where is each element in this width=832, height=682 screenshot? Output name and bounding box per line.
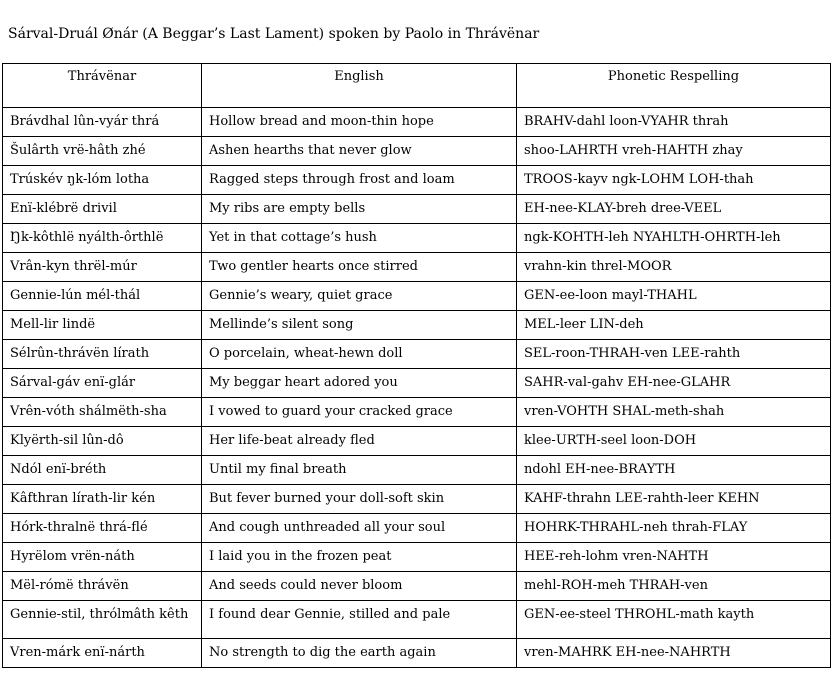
cell-thravenar: Vrân-kyn thrël-múr — [3, 253, 202, 282]
cell-english: And seeds could never bloom — [202, 572, 517, 601]
table-row — [3, 572, 831, 601]
cell-english: I laid you in the frozen peat — [202, 543, 517, 572]
cell-phonetic: BRAHV-dahl loon-VYAHR thrah — [517, 108, 831, 137]
table-row — [3, 224, 831, 253]
table-row — [3, 427, 831, 456]
cell-phonetic: MEL-leer LIN-deh — [517, 311, 831, 340]
table-row — [3, 369, 831, 398]
table-row — [3, 639, 831, 668]
cell-thravenar: Hórk-thralnë thrá-flé — [3, 514, 202, 543]
cell-thravenar: Gennie-lún mél-thál — [3, 282, 202, 311]
cell-english: Yet in that cottage’s hush — [202, 224, 517, 253]
table-row — [3, 282, 831, 311]
cell-english: Until my final breath — [202, 456, 517, 485]
table-row — [3, 601, 831, 639]
cell-english: Two gentler hearts once stirred — [202, 253, 517, 282]
cell-thravenar: Mell-lir lindë — [3, 311, 202, 340]
table-row — [3, 166, 831, 195]
cell-thravenar: Sárval-gáv enï-glár — [3, 369, 202, 398]
header-english: English — [202, 64, 517, 108]
cell-english: Mellinde’s silent song — [202, 311, 517, 340]
cell-phonetic: SEL-roon-THRAH-ven LEE-rahth — [517, 340, 831, 369]
table-row — [3, 514, 831, 543]
cell-english: I vowed to guard your cracked grace — [202, 398, 517, 427]
cell-thravenar: Vrên-vóth shálmëth-sha — [3, 398, 202, 427]
cell-thravenar: Kâfthran lírath-lir kén — [3, 485, 202, 514]
header-row — [3, 64, 831, 108]
cell-thravenar: Šulârth vrë-hâth zhé — [3, 137, 202, 166]
table-row — [3, 195, 831, 224]
cell-phonetic: GEN-ee-loon mayl-THAHL — [517, 282, 831, 311]
cell-english: Hollow bread and moon-thin hope — [202, 108, 517, 137]
table-row — [3, 108, 831, 137]
cell-english: I found dear Gennie, stilled and pale — [202, 601, 517, 639]
cell-english: But fever burned your doll-soft skin — [202, 485, 517, 514]
table-row — [3, 137, 831, 166]
cell-thravenar: Ndól enï-bréth — [3, 456, 202, 485]
table-row — [3, 253, 831, 282]
cell-phonetic: vrahn-kin threl-MOOR — [517, 253, 831, 282]
table-row — [3, 456, 831, 485]
cell-phonetic: TROOS-kayv ngk-LOHM LOH-thah — [517, 166, 831, 195]
cell-thravenar: Mël-rómë thrávën — [3, 572, 202, 601]
translation-table — [2, 63, 831, 668]
cell-phonetic: KAHF-thrahn LEE-rahth-leer KEHN — [517, 485, 831, 514]
cell-phonetic: shoo-LAHRTH vreh-HAHTH zhay — [517, 137, 831, 166]
table-row — [3, 340, 831, 369]
cell-english: My beggar heart adored you — [202, 369, 517, 398]
cell-phonetic: klee-URTH-seel loon-DOH — [517, 427, 831, 456]
cell-english: Ragged steps through frost and loam — [202, 166, 517, 195]
table-row — [3, 311, 831, 340]
cell-thravenar: Hyrëlom vrën-náth — [3, 543, 202, 572]
header-thravenar: Thrávënar — [3, 64, 202, 108]
cell-english: And cough unthreaded all your soul — [202, 514, 517, 543]
cell-phonetic: SAHR-val-gahv EH-nee-GLAHR — [517, 369, 831, 398]
cell-phonetic: HEE-reh-lohm vren-NAHTH — [517, 543, 831, 572]
cell-phonetic: vren-MAHRK EH-nee-NAHRTH — [517, 639, 831, 668]
cell-english: Gennie’s weary, quiet grace — [202, 282, 517, 311]
cell-phonetic: mehl-ROH-meh THRAH-ven — [517, 572, 831, 601]
cell-english: No strength to dig the earth again — [202, 639, 517, 668]
table-row — [3, 543, 831, 572]
cell-thravenar: Vren-márk enï-nárth — [3, 639, 202, 668]
cell-english: O porcelain, wheat-hewn doll — [202, 340, 517, 369]
cell-phonetic: ndohl EH-nee-BRAYTH — [517, 456, 831, 485]
document-title: Sárval-Druál Ønár (A Beggar’s Last Lament) spoken by Paolo in Thrávënar — [8, 26, 540, 42]
cell-phonetic: GEN-ee-steel THROHL-math kayth — [517, 601, 831, 639]
cell-thravenar: Brávdhal lûn-vyár thrá — [3, 108, 202, 137]
cell-english: My ribs are empty bells — [202, 195, 517, 224]
cell-thravenar: Enï-klébrë drivil — [3, 195, 202, 224]
cell-thravenar: Klyërth-sil lûn-dô — [3, 427, 202, 456]
cell-phonetic: vren-VOHTH SHAL-meth-shah — [517, 398, 831, 427]
cell-phonetic: EH-nee-KLAY-breh dree-VEEL — [517, 195, 831, 224]
cell-thravenar: Gennie-stil, thrólmâth kêth — [3, 601, 202, 639]
header-phonetic: Phonetic Respelling — [517, 64, 831, 108]
cell-english: Ashen hearths that never glow — [202, 137, 517, 166]
cell-phonetic: HOHRK-THRAHL-neh thrah-FLAY — [517, 514, 831, 543]
cell-thravenar: Ŋk-kôthlë nyálth-ôrthlë — [3, 224, 202, 253]
cell-thravenar: Sélrûn-thrávën lírath — [3, 340, 202, 369]
cell-english: Her life-beat already fled — [202, 427, 517, 456]
cell-phonetic: ngk-KOHTH-leh NYAHLTH-OHRTH-leh — [517, 224, 831, 253]
table-row — [3, 398, 831, 427]
cell-thravenar: Trúskév ŋk-lóm lotha — [3, 166, 202, 195]
table-row — [3, 485, 831, 514]
